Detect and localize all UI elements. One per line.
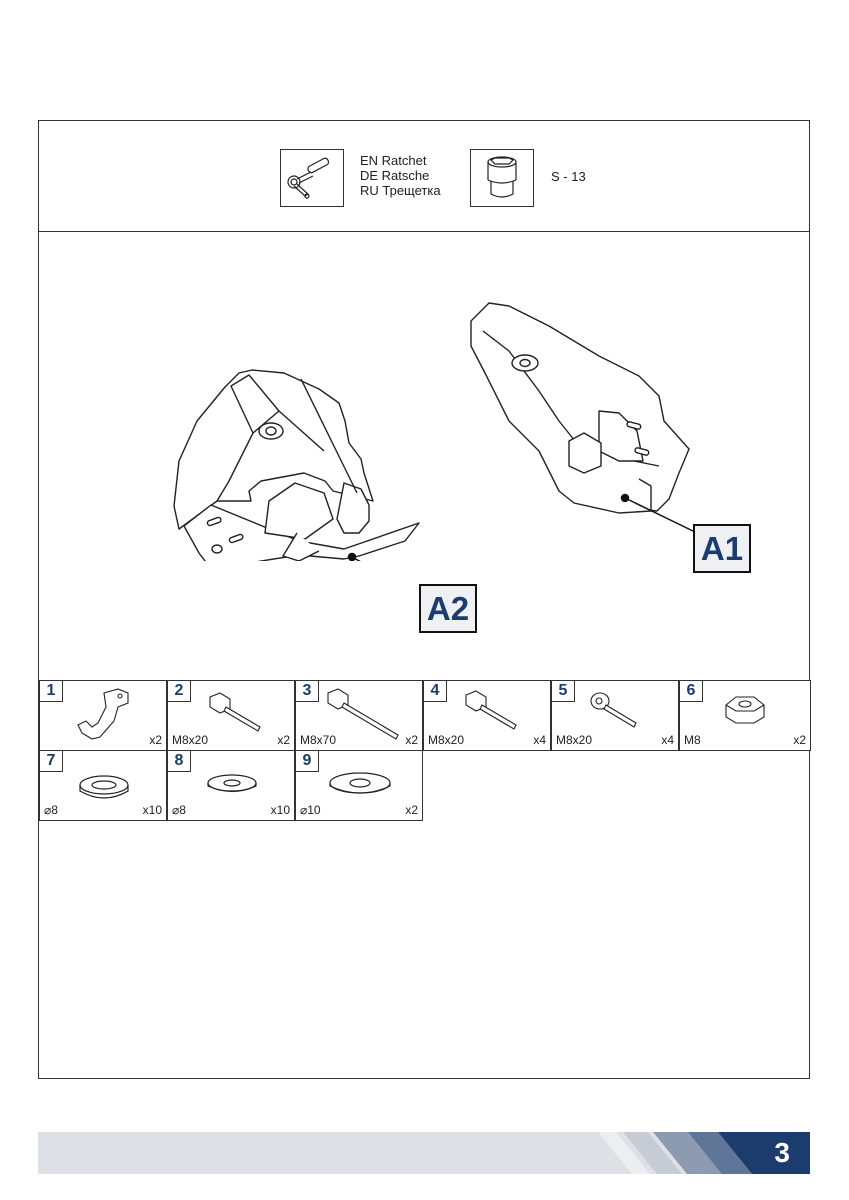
part-number: 9 (295, 750, 319, 772)
part-qty: x2 (405, 803, 418, 817)
part-number: 4 (423, 680, 447, 702)
part-number: 3 (295, 680, 319, 702)
part-cell-3 (295, 680, 423, 751)
part-spec: ⌀10 (300, 803, 321, 817)
assembly-label-a2: A2 (419, 584, 477, 633)
part-spec: M8x20 (556, 733, 593, 747)
part-number: 5 (551, 680, 575, 702)
ratchet-label-ru: RU Трещетка (360, 183, 441, 198)
part-qty: x4 (661, 733, 674, 747)
part-number: 6 (679, 680, 703, 702)
part-cell-6 (679, 680, 811, 751)
footer-bar (38, 1132, 810, 1174)
ratchet-label-en: EN Ratchet (360, 153, 427, 168)
part-qty: x10 (270, 803, 290, 817)
part-cell-4 (423, 680, 551, 751)
part-cell-7 (39, 750, 167, 821)
socket-size-label: S - 13 (551, 169, 586, 184)
part-spec: M8x20 (172, 733, 209, 747)
part-spec: ⌀8 (172, 803, 186, 817)
part-number: 1 (39, 680, 63, 702)
part-qty: x2 (149, 733, 162, 747)
part-spec: ⌀8 (44, 803, 58, 817)
part-spec: M8x20 (428, 733, 465, 747)
part-number: 2 (167, 680, 191, 702)
instruction-frame (38, 120, 810, 1079)
part-spec: M8 (684, 733, 701, 747)
page-number: 3 (774, 1137, 790, 1168)
part-qty: x10 (142, 803, 162, 817)
part-cell-9 (295, 750, 423, 821)
part-number: 8 (167, 750, 191, 772)
part-cell-1 (39, 680, 167, 751)
part-qty: x4 (533, 733, 546, 747)
part-cell-8 (167, 750, 295, 821)
part-qty: x2 (277, 733, 290, 747)
part-qty: x2 (793, 733, 806, 747)
part-spec: M8x70 (300, 733, 337, 747)
assembly-drawing (39, 121, 809, 561)
assembly-label-a1: A1 (693, 524, 751, 573)
part-number: 7 (39, 750, 63, 772)
part-qty: x2 (405, 733, 418, 747)
part-cell-5 (551, 680, 679, 751)
part-cell-2 (167, 680, 295, 751)
ratchet-label-de: DE Ratsche (360, 168, 430, 183)
footer-stripes (38, 1132, 810, 1174)
